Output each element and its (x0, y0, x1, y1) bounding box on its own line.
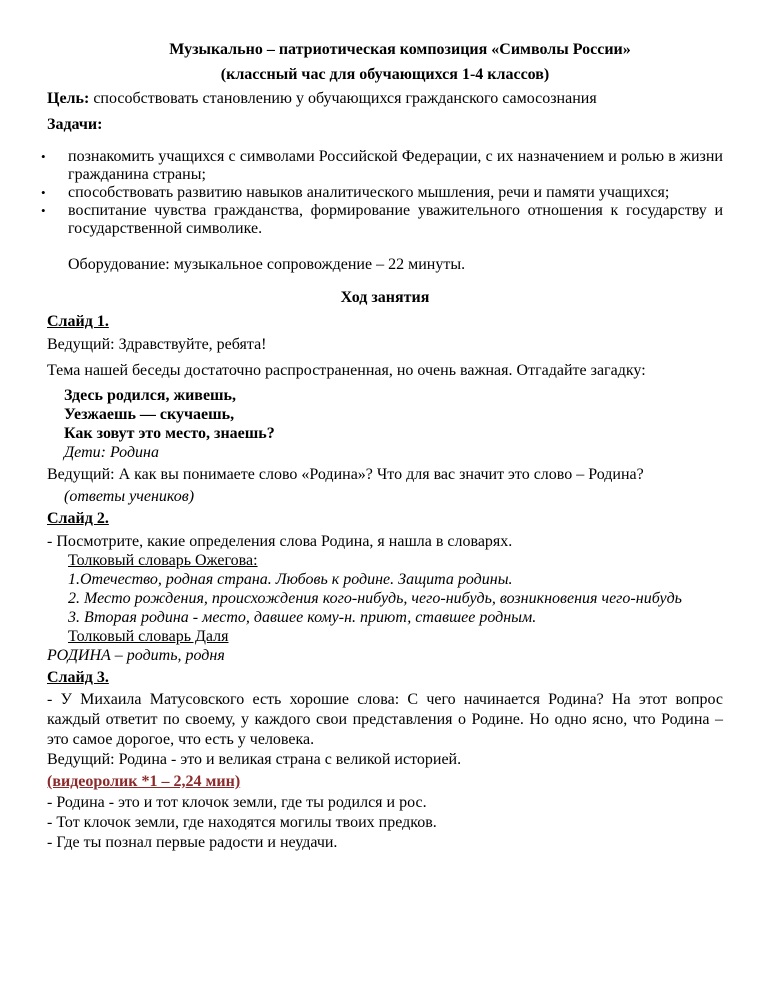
student-answers: (ответы учеников) (64, 488, 195, 505)
dal-title: Толковый словарь Даля (68, 628, 229, 645)
video-link-line (47, 772, 723, 791)
children-answer: Дети: Родина (64, 444, 159, 461)
slide3-line: - Тот клочок земли, где находятся могилы твоих предков. (47, 814, 437, 831)
task-item: • способствовать развитию навыков аналитического мышления, речи и памяти учащихся; (41, 184, 670, 201)
goal-label: Цель: (47, 90, 90, 107)
slide3-line: - Где ты познал первые радости и неудачи. (47, 834, 338, 851)
video-link[interactable]: (видеоролик *1 – 2,24 мин) (47, 773, 241, 790)
riddle-line: Как зовут это место, знаешь? (64, 425, 275, 442)
slide3-heading: Слайд 3. (47, 669, 109, 686)
slide1-topic: Тема нашей беседы достаточно распространенная, но очень важная. Отгадайте загадку: (47, 362, 646, 379)
definition-2: 2. Место рождения, происхождения кого-нибудь, чего-нибудь, возникновения чего-нибудь (68, 590, 682, 607)
slide2-heading: Слайд 2. (47, 510, 109, 527)
slide3-line: - Родина - это и тот клочок земли, где ты родился и рос. (47, 794, 427, 811)
tasks-label: Задачи: (47, 116, 103, 133)
goal-text: способствовать становлению у обучающихся гражданского самосознания (89, 90, 597, 107)
document-title: Музыкально – патриотическая композиция «Символы России» (169, 41, 631, 58)
slide3-host-line: Ведущий: Родина - это и великая страна с великой историей. (47, 751, 462, 768)
definition-3: 3. Вторая родина - место, давшее кому-н. приют, ставшее родным. (68, 609, 537, 626)
bullet-icon: • (41, 149, 46, 164)
equipment-line: Оборудование: музыкальное сопровождение – 22 минуты. (68, 256, 466, 273)
goal-line (47, 89, 723, 108)
document-page (41, 40, 723, 852)
task-item: • познакомить учащихся с символами Российской Федерации, с их назначением и ролью в жизни гражданина страны; (41, 148, 723, 183)
riddle-line: Здесь родился, живешь, (64, 387, 237, 404)
bullet-icon: • (41, 203, 46, 218)
slide1-heading: Слайд 1. (47, 313, 109, 330)
riddle-line: Уезжаешь — скучаешь, (64, 406, 235, 423)
document-subtitle: (классный час для обучающихся 1-4 классов) (220, 66, 550, 83)
lesson-heading: Ход занятия (340, 289, 430, 306)
dal-definition: РОДИНА – родить, родня (47, 647, 225, 664)
tasks-list (41, 148, 723, 238)
definition-1: 1.Отечество, родная страна. Любовь к родине. Защита родины. (68, 571, 513, 588)
slide3-paragraph: - У Михаила Матусовского есть хорошие слова: С чего начинается Родина? На этот вопрос каждый ответит по своему, у каждого свои представления о Родине. Но одно ясно, что Родина – это самое дорогое, что есть у человека. (47, 691, 723, 748)
slide2-intro: - Посмотрите, какие определения слова Родина, я нашла в словарях. (47, 533, 513, 550)
bullet-icon: • (41, 185, 46, 200)
slide1-greeting: Ведущий: Здравствуйте, ребята! (47, 336, 267, 353)
slide1-question: Ведущий: А как вы понимаете слово «Родина»? Что для вас значит это слово – Родина? (47, 466, 644, 483)
ozhegov-title: Толковый словарь Ожегова: (68, 552, 258, 569)
task-item: • воспитание чувства гражданства, формирование уважительного отношения к государству и государственной символике. (41, 202, 723, 237)
